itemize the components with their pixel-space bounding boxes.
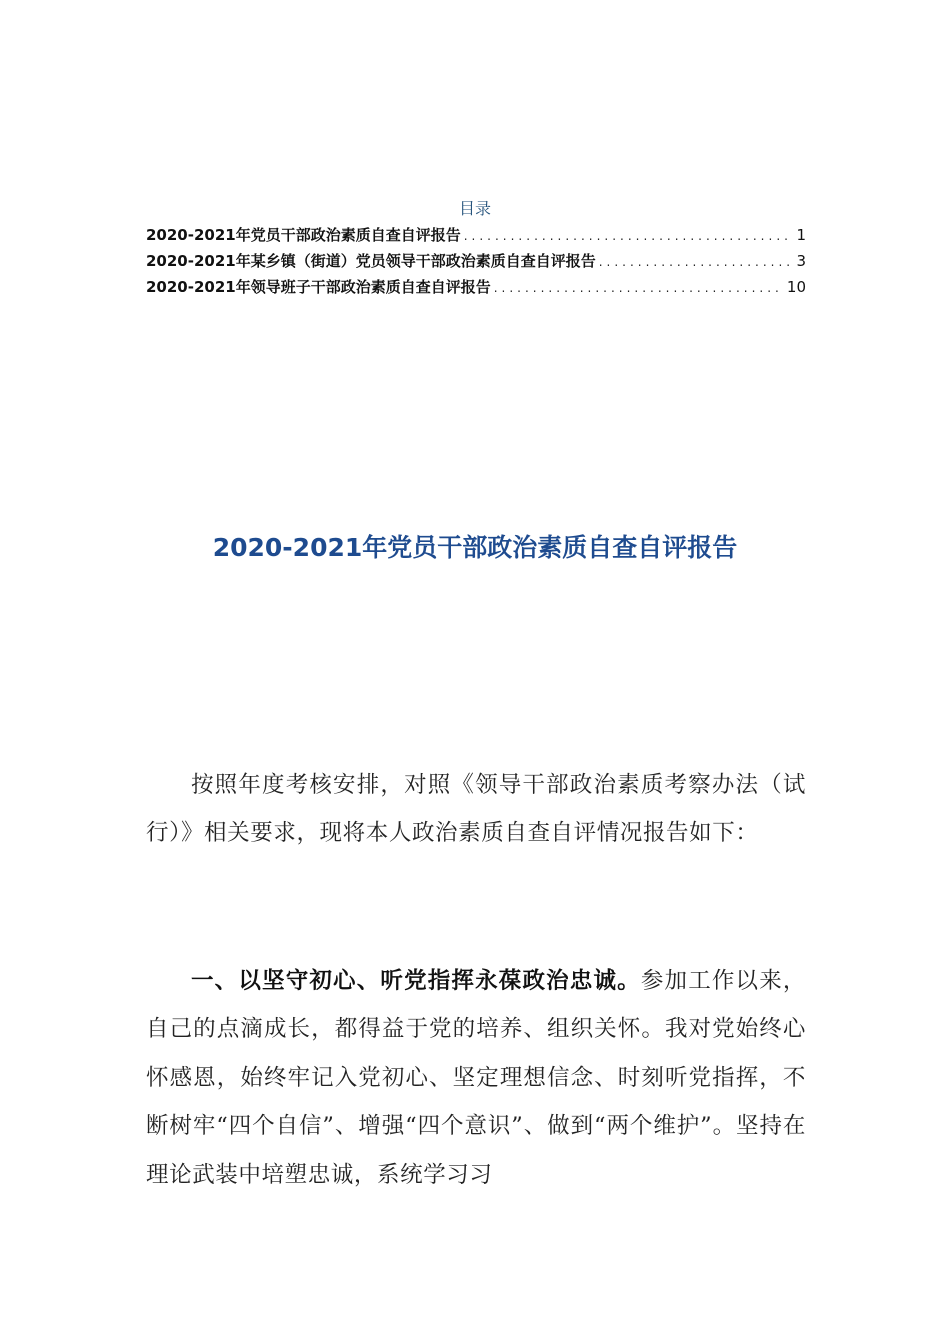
section-1-body: 参加工作以来，自己的点滴成长，都得益于党的培养、组织关怀。我对党始终心怀感恩，始终牢记入党初心、坚定理想信念、时刻听党指挥，不断树牢“四个自信”、增强“四个意识”、做到“两个维护”。坚持在理论武装中培塑忠诚，系统学习习 [146,967,806,1188]
section-1-heading: 一、以坚守初心、听党指挥永葆政治忠诚。 [191,967,641,994]
toc-leader-dots [464,229,794,243]
toc-title: 目录 [458,199,491,218]
section-1-paragraph [146,957,806,1200]
toc-entry-page: 3 [796,252,806,270]
toc-leader-dots [494,281,784,295]
toc-entry[interactable] [146,224,806,250]
toc-entry[interactable] [146,276,806,302]
toc-entry-text: 2020-2021年某乡镇（街道）党员领导干部政治素质自查自评报告 [146,252,596,270]
toc-entry[interactable] [146,250,806,276]
document-title: 2020-2021年党员干部政治素质自查自评报告 [212,533,738,562]
toc-entry-text: 2020-2021年领导班子干部政治素质自查自评报告 [146,278,491,296]
table-of-contents [146,224,806,302]
toc-entry-page: 1 [796,226,806,244]
toc-leader-dots [599,255,794,269]
intro-paragraph: 按照年度考核安排，对照《领导干部政治素质考察办法（试行）》相关要求，现将本人政治素质自查自评情况报告如下： [146,771,806,846]
toc-entry-text: 2020-2021年党员干部政治素质自查自评报告 [146,226,461,244]
toc-entry-page: 10 [786,278,806,296]
